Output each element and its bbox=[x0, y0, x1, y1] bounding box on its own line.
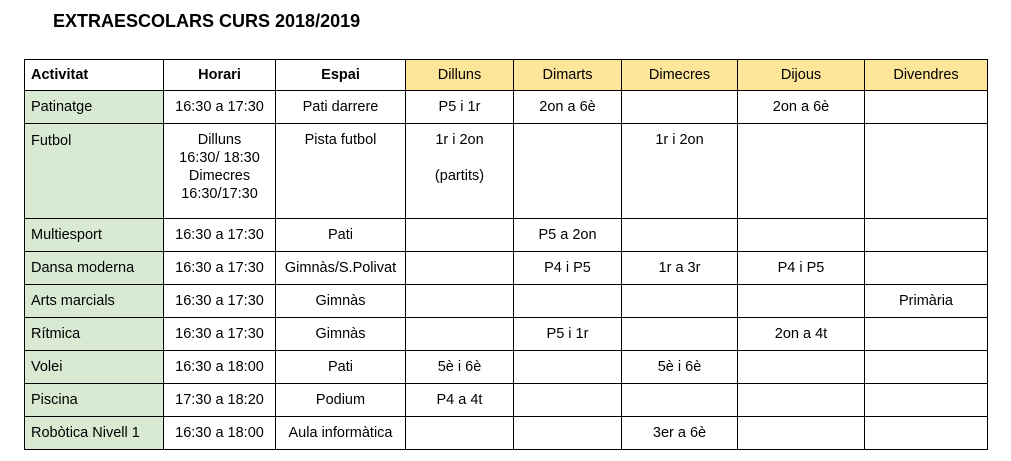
dimarts-cell: 2on a 6è bbox=[514, 91, 622, 124]
dilluns-cell bbox=[406, 417, 514, 450]
header-dilluns: Dilluns bbox=[406, 60, 514, 91]
espai-cell: Aula informàtica bbox=[276, 417, 406, 450]
divendres-cell bbox=[865, 318, 988, 351]
header-dimecres: Dimecres bbox=[622, 60, 738, 91]
dimecres-cell: 1r i 2on bbox=[622, 124, 738, 219]
header-dimarts: Dimarts bbox=[514, 60, 622, 91]
table-row bbox=[25, 384, 988, 417]
espai-cell: Pati bbox=[276, 351, 406, 384]
horari-cell: 16:30 a 18:00 bbox=[164, 417, 276, 450]
header-row bbox=[25, 60, 988, 91]
day-note: (partits) bbox=[434, 168, 485, 184]
dimecres-cell bbox=[622, 384, 738, 417]
page-title: EXTRAESCOLARS CURS 2018/2019 bbox=[53, 11, 361, 31]
dimarts-cell: P5 i 1r bbox=[514, 318, 622, 351]
horari-cell: 17:30 a 18:20 bbox=[164, 384, 276, 417]
espai-cell: Gimnàs bbox=[276, 318, 406, 351]
divendres-cell bbox=[865, 124, 988, 219]
dimecres-cell bbox=[622, 285, 738, 318]
divendres-cell bbox=[865, 252, 988, 285]
table-row bbox=[25, 318, 988, 351]
schedule-table bbox=[24, 59, 988, 450]
activity-cell: Multiesport bbox=[25, 219, 164, 252]
dijous-cell bbox=[738, 285, 865, 318]
dilluns-cell bbox=[406, 252, 514, 285]
header-activitat: Activitat bbox=[25, 60, 164, 91]
dijous-cell bbox=[738, 351, 865, 384]
activity-cell: Robòtica Nivell 1 bbox=[25, 417, 164, 450]
espai-cell: Gimnàs bbox=[276, 285, 406, 318]
dimecres-cell bbox=[622, 318, 738, 351]
activity-cell: Arts marcials bbox=[25, 285, 164, 318]
dimarts-cell bbox=[514, 384, 622, 417]
table-row bbox=[25, 285, 988, 318]
horari-cell: 16:30 a 17:30 bbox=[164, 285, 276, 318]
dilluns-cell: P4 a 4t bbox=[406, 384, 514, 417]
dimecres-cell bbox=[622, 91, 738, 124]
divendres-cell bbox=[865, 417, 988, 450]
dijous-cell bbox=[738, 219, 865, 252]
horari-cell: 16:30 a 17:30 bbox=[164, 252, 276, 285]
table-row bbox=[25, 91, 988, 124]
espai-cell: Gimnàs/S.Polivat bbox=[276, 252, 406, 285]
dijous-cell: P4 i P5 bbox=[738, 252, 865, 285]
dimarts-cell: P4 i P5 bbox=[514, 252, 622, 285]
dimarts-cell bbox=[514, 417, 622, 450]
horari-cell bbox=[164, 124, 276, 219]
table-row bbox=[25, 252, 988, 285]
dijous-cell bbox=[738, 384, 865, 417]
dimarts-cell: P5 a 2on bbox=[514, 219, 622, 252]
dimecres-cell: 3er a 6è bbox=[622, 417, 738, 450]
dilluns-cell: P5 i 1r bbox=[406, 91, 514, 124]
dilluns-cell bbox=[406, 318, 514, 351]
horari-line: 16:30/17:30 bbox=[181, 186, 258, 202]
table-row bbox=[25, 417, 988, 450]
dilluns-cell: 5è i 6è bbox=[406, 351, 514, 384]
horari-line: Dimecres bbox=[188, 168, 251, 184]
table-row bbox=[25, 351, 988, 384]
dijous-cell bbox=[738, 124, 865, 219]
espai-cell: Podium bbox=[276, 384, 406, 417]
table-row bbox=[25, 219, 988, 252]
header-espai: Espai bbox=[276, 60, 406, 91]
divendres-cell bbox=[865, 219, 988, 252]
activity-cell: Rítmica bbox=[25, 318, 164, 351]
dimarts-cell bbox=[514, 285, 622, 318]
dimecres-cell: 1r a 3r bbox=[622, 252, 738, 285]
dilluns-cell bbox=[406, 285, 514, 318]
horari-cell: 16:30 a 17:30 bbox=[164, 318, 276, 351]
activity-cell: Futbol bbox=[25, 124, 164, 219]
header-dijous: Dijous bbox=[738, 60, 865, 91]
activity-cell: Piscina bbox=[25, 384, 164, 417]
dijous-cell: 2on a 6è bbox=[738, 91, 865, 124]
dilluns-cell bbox=[406, 219, 514, 252]
day-value: 1r i 2on bbox=[435, 132, 484, 148]
activity-cell: Patinatge bbox=[25, 91, 164, 124]
horari-cell: 16:30 a 17:30 bbox=[164, 219, 276, 252]
horari-cell: 16:30 a 17:30 bbox=[164, 91, 276, 124]
dilluns-cell bbox=[406, 124, 514, 219]
espai-cell: Pista futbol bbox=[276, 124, 406, 219]
espai-cell: Pati bbox=[276, 219, 406, 252]
activity-cell: Volei bbox=[25, 351, 164, 384]
header-divendres: Divendres bbox=[865, 60, 988, 91]
dijous-cell: 2on a 4t bbox=[738, 318, 865, 351]
divendres-cell bbox=[865, 384, 988, 417]
divendres-cell bbox=[865, 91, 988, 124]
divendres-cell bbox=[865, 351, 988, 384]
dimarts-cell bbox=[514, 124, 622, 219]
espai-cell: Pati darrere bbox=[276, 91, 406, 124]
table-row bbox=[25, 124, 988, 219]
horari-cell: 16:30 a 18:00 bbox=[164, 351, 276, 384]
activity-cell: Dansa moderna bbox=[25, 252, 164, 285]
header-horari: Horari bbox=[164, 60, 276, 91]
horari-line: 16:30/ 18:30 bbox=[179, 150, 260, 166]
dimecres-cell: 5è i 6è bbox=[622, 351, 738, 384]
dimecres-cell bbox=[622, 219, 738, 252]
horari-line: Dilluns bbox=[197, 132, 242, 148]
dijous-cell bbox=[738, 417, 865, 450]
divendres-cell: Primària bbox=[865, 285, 988, 318]
dimarts-cell bbox=[514, 351, 622, 384]
